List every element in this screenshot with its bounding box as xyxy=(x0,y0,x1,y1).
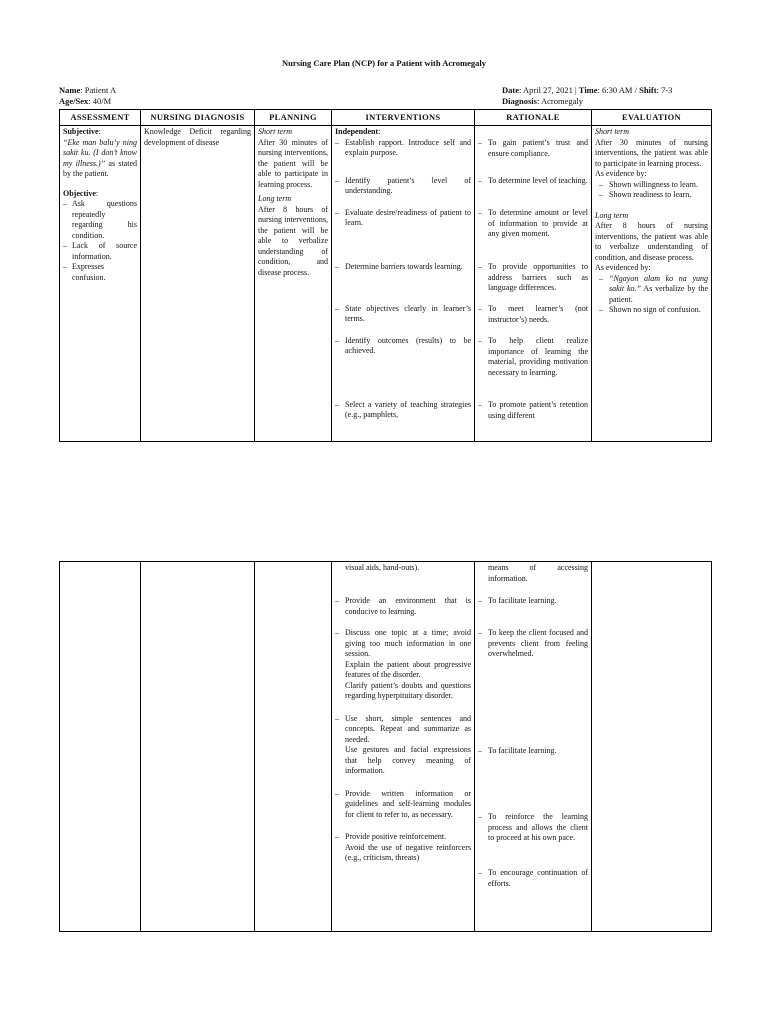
document-title: Nursing Care Plan (NCP) for a Patient with Acromegaly xyxy=(282,58,486,68)
evaluation-short-label: Short term xyxy=(595,127,629,136)
list-item: – Select a variety of teaching strategies (e.g., pamphlets, xyxy=(335,400,471,421)
list-item: – Identify outcomes (results) to be achieved. xyxy=(335,336,471,400)
planning-short-label: Short term xyxy=(258,127,292,136)
shift-value: : 7-3 xyxy=(656,85,673,95)
evaluation-patient-quote: “Ngayon alam ko na yung sakit ko.” xyxy=(609,273,708,293)
planning-long-label: Long term xyxy=(258,194,292,203)
interventions-list xyxy=(335,138,471,421)
intervention-short-sentences: – Use short, simple sentences and concepts. Repeat and summarize as needed. xyxy=(345,713,471,744)
list-item: – Evaluate desire/readiness of patient to learn. xyxy=(335,208,471,262)
list-item: – To facilitate learning. xyxy=(478,746,588,812)
evaluation-quote-suffix: As verbalize by the patient. xyxy=(609,284,708,304)
intervention-explain-disorder: Explain the patient about progressive features of the disorder. xyxy=(345,659,471,679)
rationale-continuation: means of accessing information. xyxy=(488,563,588,583)
subjective-quote-suffix: as stated by the patient. xyxy=(63,158,138,178)
list-item xyxy=(335,714,471,777)
evaluation-evidence-list xyxy=(595,180,708,201)
list-item: – Shown willingness to learn. xyxy=(599,180,708,191)
rationale-cell xyxy=(475,126,592,442)
intervention-avoid-negative: Avoid the use of negative reinforcers (e.g., criticism, threats) xyxy=(345,842,471,862)
list-item: – To encourage continuation of efforts. xyxy=(478,868,588,889)
list-item: – Determine barriers towards learning. xyxy=(335,262,471,304)
interventions-cell xyxy=(332,126,475,442)
ncp-table-part-1 xyxy=(59,109,712,442)
list-item: – Shown readiness to learn. xyxy=(599,190,708,201)
time-value: : 6:30 AM / xyxy=(597,85,640,95)
planning-cell-continued xyxy=(255,562,332,932)
column-header-interventions: INTERVENTIONS xyxy=(332,110,475,126)
column-header-rationale: RATIONALE xyxy=(475,110,592,126)
list-item xyxy=(599,274,708,306)
list-item: – To determine level of teaching. xyxy=(478,176,588,208)
subjective-colon: : xyxy=(98,127,101,136)
list-item: – Provide an environment that is conducive to learning. xyxy=(335,596,471,628)
planning-short-text: After 30 minutes of nursing interventions, the patient will be able to participate in learning process. xyxy=(258,137,328,189)
list-item: – Ask questions repeatedly regarding his condition. xyxy=(63,199,137,241)
table-row xyxy=(60,126,712,442)
list-item: – To provide opportunities to address barriers such as language differences. xyxy=(478,262,588,304)
name-value: : Patient A xyxy=(80,85,117,95)
interventions-cell-continued xyxy=(332,562,475,932)
intervention-positive-reinforcement: – Provide positive reinforcement. xyxy=(345,832,447,841)
diagnosis-value: : Acromegaly xyxy=(536,96,583,106)
ncp-table-part-2 xyxy=(59,561,712,932)
rationale-list xyxy=(478,138,588,421)
list-item: – To facilitate learning. xyxy=(478,596,588,628)
planning-cell xyxy=(255,126,332,442)
list-item: – To promote patient’s retention using different xyxy=(478,400,588,421)
list-item xyxy=(335,832,471,864)
interventions-list-continued xyxy=(335,596,471,864)
list-item: – Identify patient’s level of understanding. xyxy=(335,176,471,208)
list-item: – To help client realize importance of learning the material, providing motivation necessary to learning. xyxy=(478,336,588,400)
shift-label: Shift xyxy=(639,85,657,95)
list-item: – Expresses confusion. xyxy=(63,262,137,283)
intervention-use-gestures: Use gestures and facial expressions that help convey meaning of information. xyxy=(345,745,471,775)
column-header-planning: PLANNING xyxy=(255,110,332,126)
evaluation-short-text: After 30 minutes of nursing interventions, the patient was able to participate in learning process. xyxy=(595,137,708,168)
list-item: – To keep the client focused and prevents client from feeling overwhelmed. xyxy=(478,628,588,746)
evaluation-cell xyxy=(592,126,712,442)
column-header-nursing-diagnosis: NURSING DIAGNOSIS xyxy=(141,110,255,126)
patient-info xyxy=(59,85,116,107)
evaluation-long-text: After 8 hours of nursing interventions, the patient was able to verbalize understanding of condition, and disease process. xyxy=(595,221,708,262)
agesex-label: Age/Sex xyxy=(59,96,89,106)
interventions-colon: : xyxy=(378,127,381,136)
list-item xyxy=(335,628,471,702)
name-label: Name xyxy=(59,85,81,95)
nursing-diagnosis-cell: Knowledge Deficit regarding development of disease xyxy=(141,126,255,442)
date-value: : April 27, 2021 | xyxy=(519,85,579,95)
assessment-cell xyxy=(60,126,141,442)
agesex-value: : 40/M xyxy=(88,96,112,106)
evaluation-evidence-label: As evidence by: xyxy=(595,169,647,178)
objective-colon: : xyxy=(95,188,99,198)
objective-list xyxy=(63,199,137,283)
visit-info xyxy=(502,85,672,107)
intervention-clarify-doubts: Clarify patient’s doubts and questions regarding hyperpituitary disorder. xyxy=(345,680,471,700)
diagnosis-label: Diagnosis xyxy=(502,96,537,106)
evaluation-evidenced-list xyxy=(595,274,708,316)
planning-long-text: After 8 hours of nursing interventions, the patient will be able to verbalize understanding of condition, and disease process. xyxy=(258,204,328,277)
list-item: – To determine amount or level of information to provide at any given moment. xyxy=(478,208,588,262)
column-header-evaluation: EVALUATION xyxy=(592,110,712,126)
evaluation-cell-continued xyxy=(592,562,712,932)
date-label: Date xyxy=(502,85,519,95)
list-item: – To reinforce the learning process and allows the client to proceed at his own pace. xyxy=(478,812,588,868)
evaluation-evidenced-label: As evidenced by: xyxy=(595,263,651,272)
time-label: Time xyxy=(578,85,598,95)
rationale-cell-continued xyxy=(475,562,592,932)
intervention-discuss-topic: – Discuss one topic at a time; avoid giving too much information in one session. xyxy=(345,628,471,658)
nursing-diagnosis-cell-continued xyxy=(141,562,255,932)
subjective-quote: “Eke man balu’y ning sakit ku. (I don’t know my illness.)” xyxy=(63,137,137,168)
interventions-independent-label: Independent xyxy=(335,127,379,136)
list-item: – Establish rapport. Introduce self and explain purpose. xyxy=(335,138,471,176)
subjective-label: Subjective xyxy=(63,127,99,136)
list-item: – Shown no sign of confusion. xyxy=(599,305,708,316)
rationale-list-continued xyxy=(478,596,588,889)
table-row xyxy=(60,562,712,932)
table-header-row xyxy=(60,110,712,126)
list-item: – State objectives clearly in learner’s terms. xyxy=(335,304,471,336)
objective-label: Objective xyxy=(63,188,96,198)
evaluation-long-label: Long term xyxy=(595,210,629,220)
list-item: – Provide written information or guidelines and self-learning modules for client to refer to, as necessary. xyxy=(335,789,471,821)
assessment-cell-continued xyxy=(60,562,141,932)
list-item: – To gain patient’s trust and ensure compliance. xyxy=(478,138,588,176)
interventions-continuation: visual aids, hand-outs). xyxy=(345,563,420,572)
list-item: – Lack of source information. xyxy=(63,241,137,262)
column-header-assessment: ASSESSMENT xyxy=(60,110,141,126)
list-item: – To meet learner’s (not instructor’s) needs. xyxy=(478,304,588,336)
